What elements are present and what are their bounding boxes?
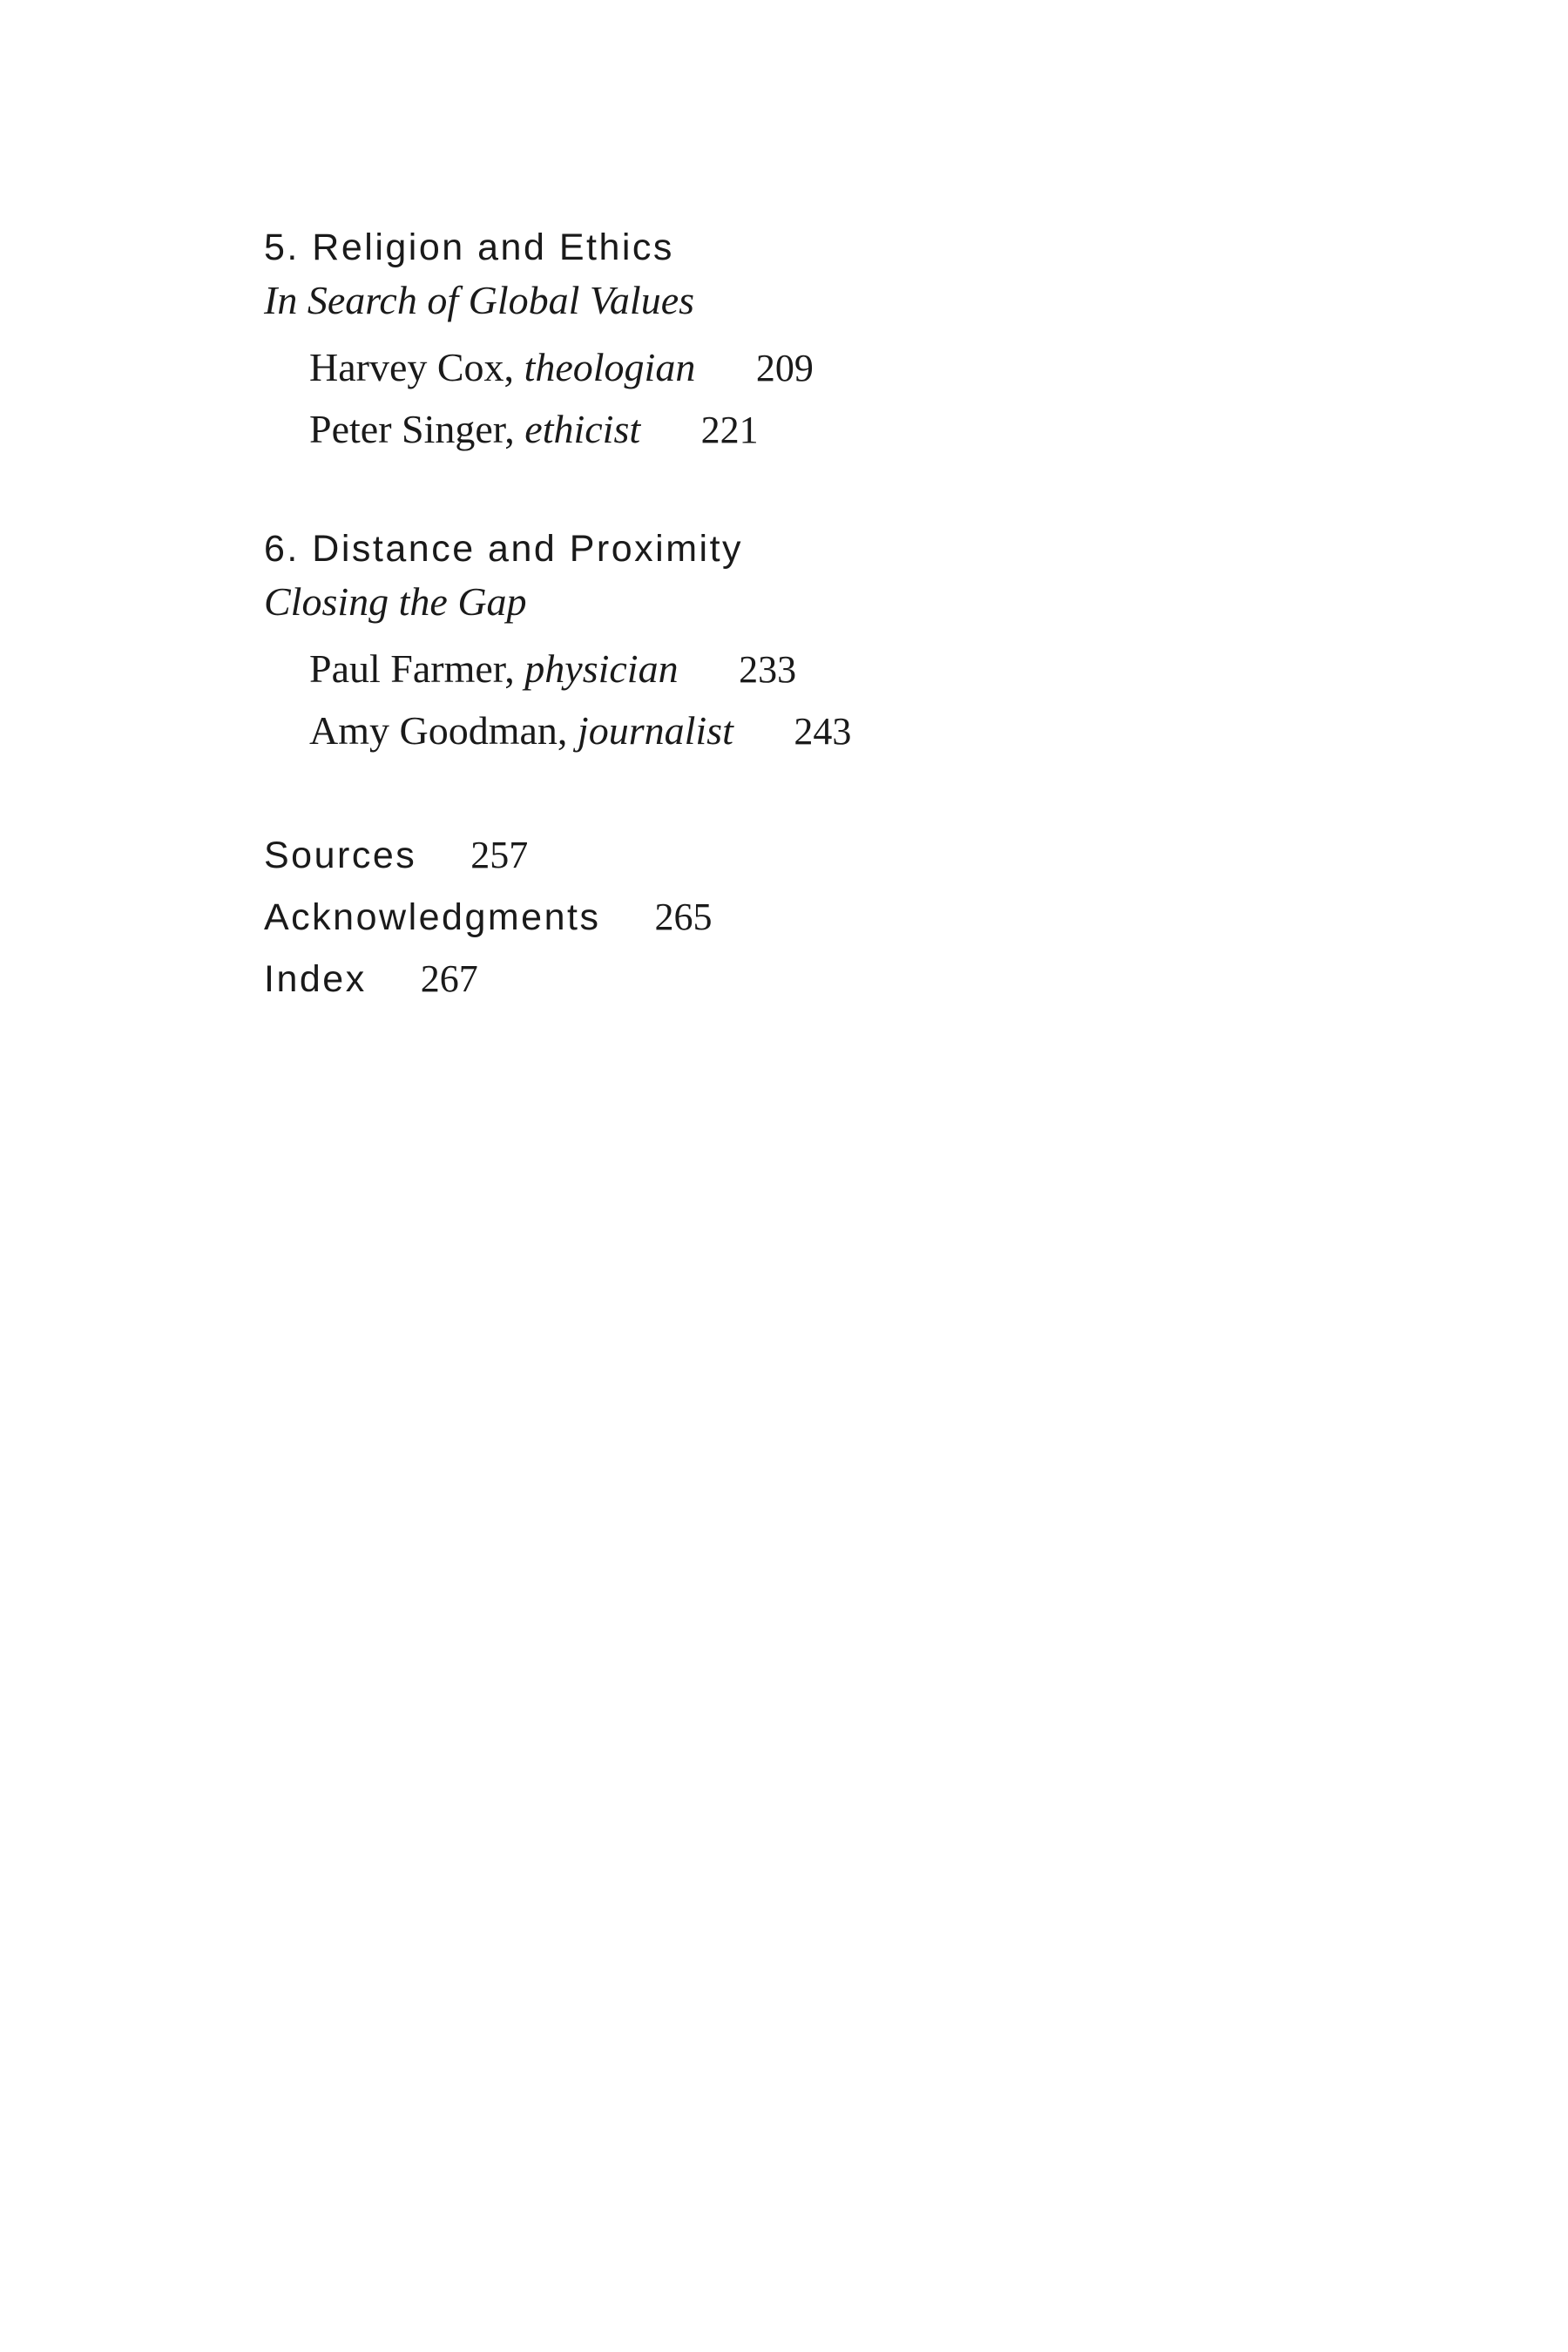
back-matter-label: Acknowledgments <box>264 896 601 938</box>
back-matter-label: Index <box>264 958 367 1000</box>
toc-entry <box>264 336 1396 398</box>
entry-page-number: 209 <box>755 347 814 389</box>
back-matter-sources <box>264 824 1396 886</box>
back-matter-index <box>264 948 1396 1010</box>
entry-role: theologian <box>524 345 696 389</box>
entry-name: Peter Singer, <box>309 407 515 451</box>
table-of-contents <box>264 221 1396 1010</box>
chapter-title: 6. Distance and Proximity <box>264 528 744 570</box>
chapter-subtitle: In Search of Global Values <box>264 278 695 322</box>
entry-role: journalist <box>577 708 733 753</box>
entry-name: Paul Farmer, <box>309 646 515 691</box>
entry-name: Harvey Cox, <box>309 345 515 389</box>
back-matter-acknowledgments <box>264 886 1396 948</box>
entry-name: Amy Goodman, <box>309 708 568 753</box>
back-matter-page-number: 265 <box>654 896 713 938</box>
entry-page-number: 233 <box>739 648 797 691</box>
entry-role: ethicist <box>524 407 641 451</box>
chapter-6 <box>264 523 1396 761</box>
back-matter-page-number: 267 <box>420 957 478 1000</box>
toc-entry <box>264 398 1396 460</box>
toc-entry <box>264 638 1396 700</box>
chapter-subtitle: Closing the Gap <box>264 579 527 624</box>
back-matter <box>264 824 1396 1010</box>
toc-entry <box>264 700 1396 761</box>
back-matter-label: Sources <box>264 835 417 876</box>
entry-role: physician <box>524 646 679 691</box>
entry-page-number: 243 <box>794 710 852 753</box>
chapter-title: 5. Religion and Ethics <box>264 226 674 268</box>
chapter-5 <box>264 221 1396 460</box>
entry-page-number: 221 <box>700 409 759 451</box>
back-matter-page-number: 257 <box>470 834 529 876</box>
